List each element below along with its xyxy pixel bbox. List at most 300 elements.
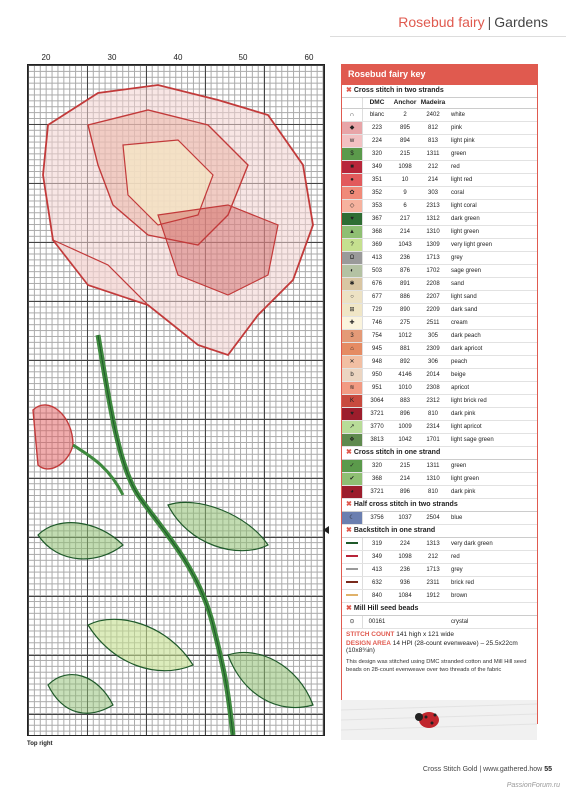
stitch-symbol-icon: ● xyxy=(350,177,354,183)
key-cell-anchor: 891 xyxy=(399,281,410,287)
key-cell-anchor: 883 xyxy=(399,398,410,404)
stitch-symbol-icon: K xyxy=(349,398,354,404)
design-area xyxy=(342,638,537,654)
symbol-swatch xyxy=(342,434,363,446)
stitch-symbol-icon: ∩ xyxy=(349,112,355,118)
cross-icon: ✖ xyxy=(346,449,352,456)
key-cell-madeira: 303 xyxy=(427,190,438,196)
key-row xyxy=(342,265,537,278)
key-cell-name: sage green xyxy=(451,268,482,274)
key-cell-anchor: 896 xyxy=(399,411,410,417)
stitch-symbol-icon: ⊙ xyxy=(349,619,355,625)
key-cell-name: dark pink xyxy=(451,411,476,417)
key-cell-dmc: 223 xyxy=(371,125,382,131)
key-cell-dmc: 369 xyxy=(371,242,382,248)
key-cell-madeira: 1702 xyxy=(426,268,440,274)
key-section-title xyxy=(342,447,537,460)
key-cell-dmc: 677 xyxy=(371,294,382,300)
key-cell-anchor: 214 xyxy=(399,229,410,235)
symbol-swatch xyxy=(342,213,363,225)
key-row xyxy=(342,226,537,239)
symbol-swatch xyxy=(342,135,363,147)
key-cell-name: dark green xyxy=(451,216,480,222)
key-cell-madeira: 810 xyxy=(427,411,438,417)
stitch-symbol-icon: ? xyxy=(350,242,354,248)
key-cell-anchor: 10 xyxy=(401,177,409,183)
key-column-headers xyxy=(342,98,537,109)
footer-site: www.gathered.how xyxy=(483,766,543,773)
key-cell-madeira: 306 xyxy=(427,359,438,365)
key-section-label: Mill Hill seed beads xyxy=(353,605,419,612)
key-cell-anchor: 217 xyxy=(399,216,410,222)
key-cell-name: dark pink xyxy=(451,489,476,495)
key-cell-name: brown xyxy=(451,593,468,599)
key-cell-madeira xyxy=(419,616,447,628)
key-cell-madeira: 2209 xyxy=(426,307,440,313)
key-cell-dmc: 320 xyxy=(371,151,382,157)
key-cell-name: coral xyxy=(451,190,465,196)
key-cell-dmc: 413 xyxy=(371,255,382,261)
key-row xyxy=(342,460,537,473)
header-title: Rosebud fairy xyxy=(398,14,485,30)
key-cell-anchor: 895 xyxy=(399,125,410,131)
key-cell-madeira: 1912 xyxy=(426,593,440,599)
key-cell-anchor: 6 xyxy=(403,203,407,209)
line-icon xyxy=(346,581,358,583)
rose-pattern xyxy=(28,65,324,735)
key-cell-anchor: 236 xyxy=(399,255,410,261)
key-cell-madeira: 1713 xyxy=(426,567,440,573)
stitch-symbol-icon: ☾ xyxy=(349,515,355,521)
stitch-symbol-icon: ✕ xyxy=(349,359,355,365)
key-cell-dmc: 351 xyxy=(371,177,382,183)
key-row xyxy=(342,577,537,590)
key-cell-dmc: 676 xyxy=(371,281,382,287)
line-icon xyxy=(346,542,358,544)
symbol-swatch xyxy=(342,239,363,251)
key-cell-anchor: 224 xyxy=(399,541,410,547)
key-row xyxy=(342,421,537,434)
key-cell-anchor: 1012 xyxy=(398,333,412,339)
key-cell-name: light pink xyxy=(451,138,475,144)
key-row xyxy=(342,590,537,603)
symbol-swatch xyxy=(342,343,363,355)
key-section-title xyxy=(342,85,537,98)
key-cell-madeira: 214 xyxy=(427,177,438,183)
key-row xyxy=(342,616,537,629)
key-cell-dmc: 349 xyxy=(371,164,382,170)
key-cell-anchor: 1010 xyxy=(398,385,412,391)
symbol-swatch xyxy=(342,252,363,264)
symbol-swatch xyxy=(342,330,363,342)
key-row xyxy=(342,369,537,382)
key-cell-name: white xyxy=(451,112,466,118)
stitch-symbol-icon: ◕ xyxy=(350,489,354,495)
key-cell-name: light red xyxy=(451,177,473,183)
stitch-symbol-icon: ≋ xyxy=(349,385,355,391)
line-icon xyxy=(346,594,358,596)
design-area-label: DESIGN AREA xyxy=(346,640,391,647)
key-cell-name: light sage green xyxy=(451,437,494,443)
key-cell-madeira: 812 xyxy=(427,125,438,131)
key-cell-madeira: 2504 xyxy=(426,515,440,521)
key-section-label: Backstitch in one strand xyxy=(353,527,436,534)
key-row xyxy=(342,213,537,226)
key-cell-madeira: 1311 xyxy=(426,151,440,157)
page-number: 55 xyxy=(544,766,552,773)
column-numbers xyxy=(27,53,323,63)
key-cell-madeira: 2207 xyxy=(426,294,440,300)
key-cell-name: light coral xyxy=(451,203,477,209)
key-row xyxy=(342,382,537,395)
symbol-swatch xyxy=(342,473,363,485)
key-cell-anchor: 890 xyxy=(399,307,410,313)
key-cell-name: dark apricot xyxy=(451,346,483,352)
key-cell-name: red xyxy=(451,164,460,170)
key-cell-dmc: 503 xyxy=(371,268,382,274)
symbol-swatch xyxy=(342,161,363,173)
key-row xyxy=(342,356,537,369)
key-cell-madeira: 1313 xyxy=(426,541,440,547)
symbol-swatch xyxy=(342,369,363,381)
key-cell-dmc: 319 xyxy=(371,541,382,547)
stitch-symbol-icon: ✚ xyxy=(349,320,355,326)
key-column-header: Anchor xyxy=(393,99,417,106)
footer-magazine: Cross Stitch Gold xyxy=(422,766,478,773)
key-row xyxy=(342,278,537,291)
symbol-swatch xyxy=(342,382,363,394)
key-section-title xyxy=(342,603,537,616)
key-cell-dmc: 320 xyxy=(371,463,382,469)
key-cell-name: dark peach xyxy=(451,333,481,339)
key-cell-name: cream xyxy=(451,320,468,326)
key-row xyxy=(342,317,537,330)
key-cell-dmc: blanc xyxy=(369,112,385,118)
key-cell-name: pink xyxy=(451,125,463,131)
key-cell-dmc: 368 xyxy=(371,229,382,235)
symbol-swatch xyxy=(342,174,363,186)
key-cell-name: sand xyxy=(451,281,465,287)
key-cell-anchor: 1043 xyxy=(398,242,412,248)
key-cell-name: brick red xyxy=(451,580,475,586)
key-cell-dmc: 3064 xyxy=(370,398,384,404)
key-row xyxy=(342,239,537,252)
key-title: Rosebud fairy key xyxy=(342,65,537,85)
key-row xyxy=(342,473,537,486)
key-cell-anchor: 1009 xyxy=(398,424,412,430)
key-row xyxy=(342,395,537,408)
stitch-symbol-icon: ◐ xyxy=(350,268,354,274)
header-section: Gardens xyxy=(494,14,548,30)
key-cell-madeira: 810 xyxy=(427,489,438,495)
key-cell-anchor: 1084 xyxy=(398,593,412,599)
key-cell-madeira: 2014 xyxy=(426,372,440,378)
key-cell-madeira: 2208 xyxy=(426,281,440,287)
key-cell-dmc: 352 xyxy=(371,190,382,196)
key-cell-madeira: 1310 xyxy=(426,229,440,235)
key-cell-anchor xyxy=(391,616,419,628)
ladybug-photo xyxy=(341,700,537,740)
key-cell-dmc: 951 xyxy=(371,385,382,391)
key-cell-name: dark sand xyxy=(451,307,478,313)
design-area-value: 14 HPI (28-count evenweave) – 25.5x22cm (10x8¾in) xyxy=(346,640,518,654)
key-cell-anchor: 236 xyxy=(399,567,410,573)
symbol-swatch xyxy=(342,278,363,290)
key-cell-madeira: 212 xyxy=(427,554,438,560)
key-cell-anchor: 1098 xyxy=(398,554,412,560)
key-row xyxy=(342,109,537,122)
key-cell-dmc: 3770 xyxy=(370,424,384,430)
key-row xyxy=(342,161,537,174)
key-cell-anchor: 886 xyxy=(399,294,410,300)
key-row xyxy=(342,135,537,148)
stitch-count-label: STITCH COUNT xyxy=(346,631,395,638)
key-cell-name: light green xyxy=(451,476,480,482)
key-cell-anchor: 894 xyxy=(399,138,410,144)
key-cell-madeira: 2511 xyxy=(426,320,440,326)
page-footer: Cross Stitch Gold | www.gathered.how 55 xyxy=(422,766,552,773)
key-cell-dmc: 632 xyxy=(371,580,382,586)
stitch-symbol-icon: b xyxy=(350,372,354,378)
key-row xyxy=(342,564,537,577)
key-cell-anchor: 4146 xyxy=(398,372,412,378)
key-cell-dmc: 3721 xyxy=(370,411,384,417)
cross-icon: ✖ xyxy=(346,87,352,94)
cross-icon: ✖ xyxy=(346,501,352,508)
key-cell-dmc: 754 xyxy=(371,333,382,339)
stitch-symbol-icon: ◆ xyxy=(349,125,355,131)
key-cell-madeira: 1310 xyxy=(426,476,440,482)
key-cell-anchor: 215 xyxy=(399,151,410,157)
key-cell-madeira: 2308 xyxy=(426,385,440,391)
key-cell-anchor: 215 xyxy=(399,463,410,469)
key-panel xyxy=(341,64,538,724)
key-cell-madeira: 1311 xyxy=(426,463,440,469)
key-section-title xyxy=(342,499,537,512)
symbol-swatch xyxy=(342,317,363,329)
key-row xyxy=(342,330,537,343)
symbol-swatch xyxy=(342,187,363,199)
key-cell-madeira: 305 xyxy=(427,333,438,339)
key-cell-dmc: 729 xyxy=(371,307,382,313)
key-cell-name: red xyxy=(451,554,460,560)
key-cell-name: apricot xyxy=(451,385,470,391)
key-row xyxy=(342,187,537,200)
key-cell-madeira: 1309 xyxy=(426,242,440,248)
key-cell-dmc: 945 xyxy=(371,346,382,352)
stitch-symbol-icon: ✿ xyxy=(349,190,355,196)
key-cell-name: light sand xyxy=(451,294,477,300)
key-row xyxy=(342,486,537,499)
stitch-symbol-icon: ✱ xyxy=(349,281,355,287)
key-cell-name: beige xyxy=(451,372,466,378)
key-cell-name: very dark green xyxy=(451,541,493,547)
header-rule xyxy=(330,36,566,37)
stitch-symbol-icon: $ xyxy=(350,151,354,157)
key-cell-name: light brick red xyxy=(451,398,487,404)
backstitch-line-swatch xyxy=(342,538,363,550)
symbol-swatch xyxy=(342,226,363,238)
key-cell-dmc: 746 xyxy=(371,320,382,326)
key-row xyxy=(342,122,537,135)
stitch-symbol-icon: ◇ xyxy=(349,203,355,209)
key-cell-anchor: 1098 xyxy=(398,164,412,170)
center-marker xyxy=(323,526,329,534)
cross-stitch-chart xyxy=(27,64,325,736)
key-cell-dmc: 349 xyxy=(371,554,382,560)
design-note: This design was stitched using DMC stranded cotton and Mill Hill seed beads on 28-count evenweave over two threads of the fabric xyxy=(346,659,527,673)
key-cell-anchor: 896 xyxy=(399,489,410,495)
stitch-symbol-icon: ○ xyxy=(350,294,354,300)
key-cell-name: light apricot xyxy=(451,424,482,430)
key-cell-madeira: 1713 xyxy=(426,255,440,261)
symbol-swatch xyxy=(342,616,363,628)
backstitch-line-swatch xyxy=(342,590,363,602)
key-row xyxy=(342,291,537,304)
key-cell-anchor: 2 xyxy=(403,112,407,118)
key-cell-dmc: 840 xyxy=(371,593,382,599)
stitch-symbol-icon: 3 xyxy=(350,333,354,339)
key-row xyxy=(342,434,537,447)
key-cell-anchor: 9 xyxy=(403,190,407,196)
symbol-swatch xyxy=(342,265,363,277)
key-cell-dmc: 00161 xyxy=(368,619,386,625)
key-row xyxy=(342,343,537,356)
backstitch-line-swatch xyxy=(342,564,363,576)
key-row xyxy=(342,148,537,161)
stitch-symbol-icon: ✔ xyxy=(349,476,355,482)
key-cell-dmc: 224 xyxy=(371,138,382,144)
stitch-symbol-icon: Ω xyxy=(349,255,355,261)
key-cell-name: grey xyxy=(451,567,463,573)
key-cell-madeira: 2309 xyxy=(426,346,440,352)
key-cell-dmc: 368 xyxy=(371,476,382,482)
column-number: 20 xyxy=(41,53,51,62)
cross-icon: ✖ xyxy=(346,527,352,534)
symbol-swatch xyxy=(342,460,363,472)
key-cell-name: green xyxy=(451,151,467,157)
backstitch-line-swatch xyxy=(342,551,363,563)
stitch-symbol-icon: ■ xyxy=(350,164,354,170)
key-row xyxy=(342,408,537,421)
symbol-swatch xyxy=(342,109,363,121)
key-cell-dmc: 3756 xyxy=(370,515,384,521)
key-cell-madeira: 2313 xyxy=(426,203,440,209)
symbol-swatch xyxy=(342,200,363,212)
key-row xyxy=(342,252,537,265)
key-row xyxy=(342,512,537,525)
key-cell-anchor: 936 xyxy=(399,580,410,586)
symbol-swatch xyxy=(342,304,363,316)
key-cell-anchor: 876 xyxy=(399,268,410,274)
key-cell-anchor: 275 xyxy=(399,320,410,326)
page-header xyxy=(398,14,548,30)
chart-caption: Top right xyxy=(27,741,53,747)
key-cell-name: grey xyxy=(451,255,463,261)
stitch-symbol-icon: ▲ xyxy=(349,229,355,235)
stitch-symbol-icon: ↗ xyxy=(349,424,355,430)
stitch-symbol-icon: ✓ xyxy=(349,463,355,469)
key-cell-name: very light green xyxy=(451,242,493,248)
line-icon xyxy=(346,555,358,557)
stitch-symbol-icon: ❖ xyxy=(349,437,355,443)
stitch-symbol-icon: ♥ xyxy=(350,216,354,222)
key-cell-madeira: 1312 xyxy=(426,216,440,222)
key-row xyxy=(342,538,537,551)
key-cell-dmc: 413 xyxy=(371,567,382,573)
column-number: 40 xyxy=(173,53,183,62)
key-cell-anchor: 892 xyxy=(399,359,410,365)
key-section-label: Cross stitch in one strand xyxy=(353,449,441,456)
key-cell-anchor: 1037 xyxy=(398,515,412,521)
key-cell-name: peach xyxy=(451,359,468,365)
key-cell-name: green xyxy=(451,463,467,469)
key-section-title xyxy=(342,525,537,538)
key-section-label: Cross stitch in two strands xyxy=(353,87,444,94)
column-number: 50 xyxy=(238,53,248,62)
key-cell-madeira: 1701 xyxy=(426,437,440,443)
symbol-swatch xyxy=(342,408,363,420)
stitch-count xyxy=(342,629,537,638)
key-column-header: Madeira xyxy=(420,99,446,106)
key-column-header: DMC xyxy=(369,99,385,106)
key-cell-dmc: 353 xyxy=(371,203,382,209)
key-row xyxy=(342,174,537,187)
key-cell-madeira: 2314 xyxy=(426,424,440,430)
key-cell-anchor: 1042 xyxy=(398,437,412,443)
key-cell-name: blue xyxy=(451,515,463,521)
stitch-symbol-icon: ⊞ xyxy=(349,307,355,313)
symbol-swatch xyxy=(342,356,363,368)
stitch-count-value: 141 high x 121 wide xyxy=(396,631,455,638)
line-icon xyxy=(346,568,358,570)
key-cell-madeira: 212 xyxy=(427,164,438,170)
symbol-swatch xyxy=(342,512,363,524)
stitch-symbol-icon: ♥ xyxy=(350,411,354,417)
symbol-swatch xyxy=(342,291,363,303)
symbol-swatch xyxy=(342,421,363,433)
key-row xyxy=(342,551,537,564)
key-cell-dmc: 948 xyxy=(371,359,382,365)
symbol-swatch xyxy=(342,148,363,160)
key-section-label: Half cross stitch in two strands xyxy=(353,501,458,508)
key-cell-madeira: 2402 xyxy=(426,112,440,118)
key-cell-dmc: 3813 xyxy=(370,437,384,443)
key-cell-madeira: 813 xyxy=(427,138,438,144)
key-cell-dmc: 3721 xyxy=(370,489,384,495)
key-cell-dmc: 367 xyxy=(371,216,382,222)
stitch-symbol-icon: ⌂ xyxy=(350,346,354,352)
column-number: 60 xyxy=(304,53,314,62)
cross-icon: ✖ xyxy=(346,605,352,612)
key-cell-name: light green xyxy=(451,229,480,235)
key-row xyxy=(342,304,537,317)
stitch-symbol-icon: w xyxy=(349,138,355,144)
key-cell-dmc: 950 xyxy=(371,372,382,378)
key-cell-name: crystal xyxy=(451,619,469,625)
symbol-swatch xyxy=(342,395,363,407)
key-body xyxy=(342,85,537,629)
key-cell-anchor: 881 xyxy=(399,346,410,352)
key-cell-anchor: 214 xyxy=(399,476,410,482)
backstitch-line-swatch xyxy=(342,577,363,589)
key-cell-madeira: 2312 xyxy=(426,398,440,404)
key-row xyxy=(342,200,537,213)
watermark: PassionForum.ru xyxy=(506,782,560,789)
symbol-swatch xyxy=(342,486,363,498)
header-separator: | xyxy=(487,14,492,30)
key-cell-madeira: 2311 xyxy=(426,580,440,586)
